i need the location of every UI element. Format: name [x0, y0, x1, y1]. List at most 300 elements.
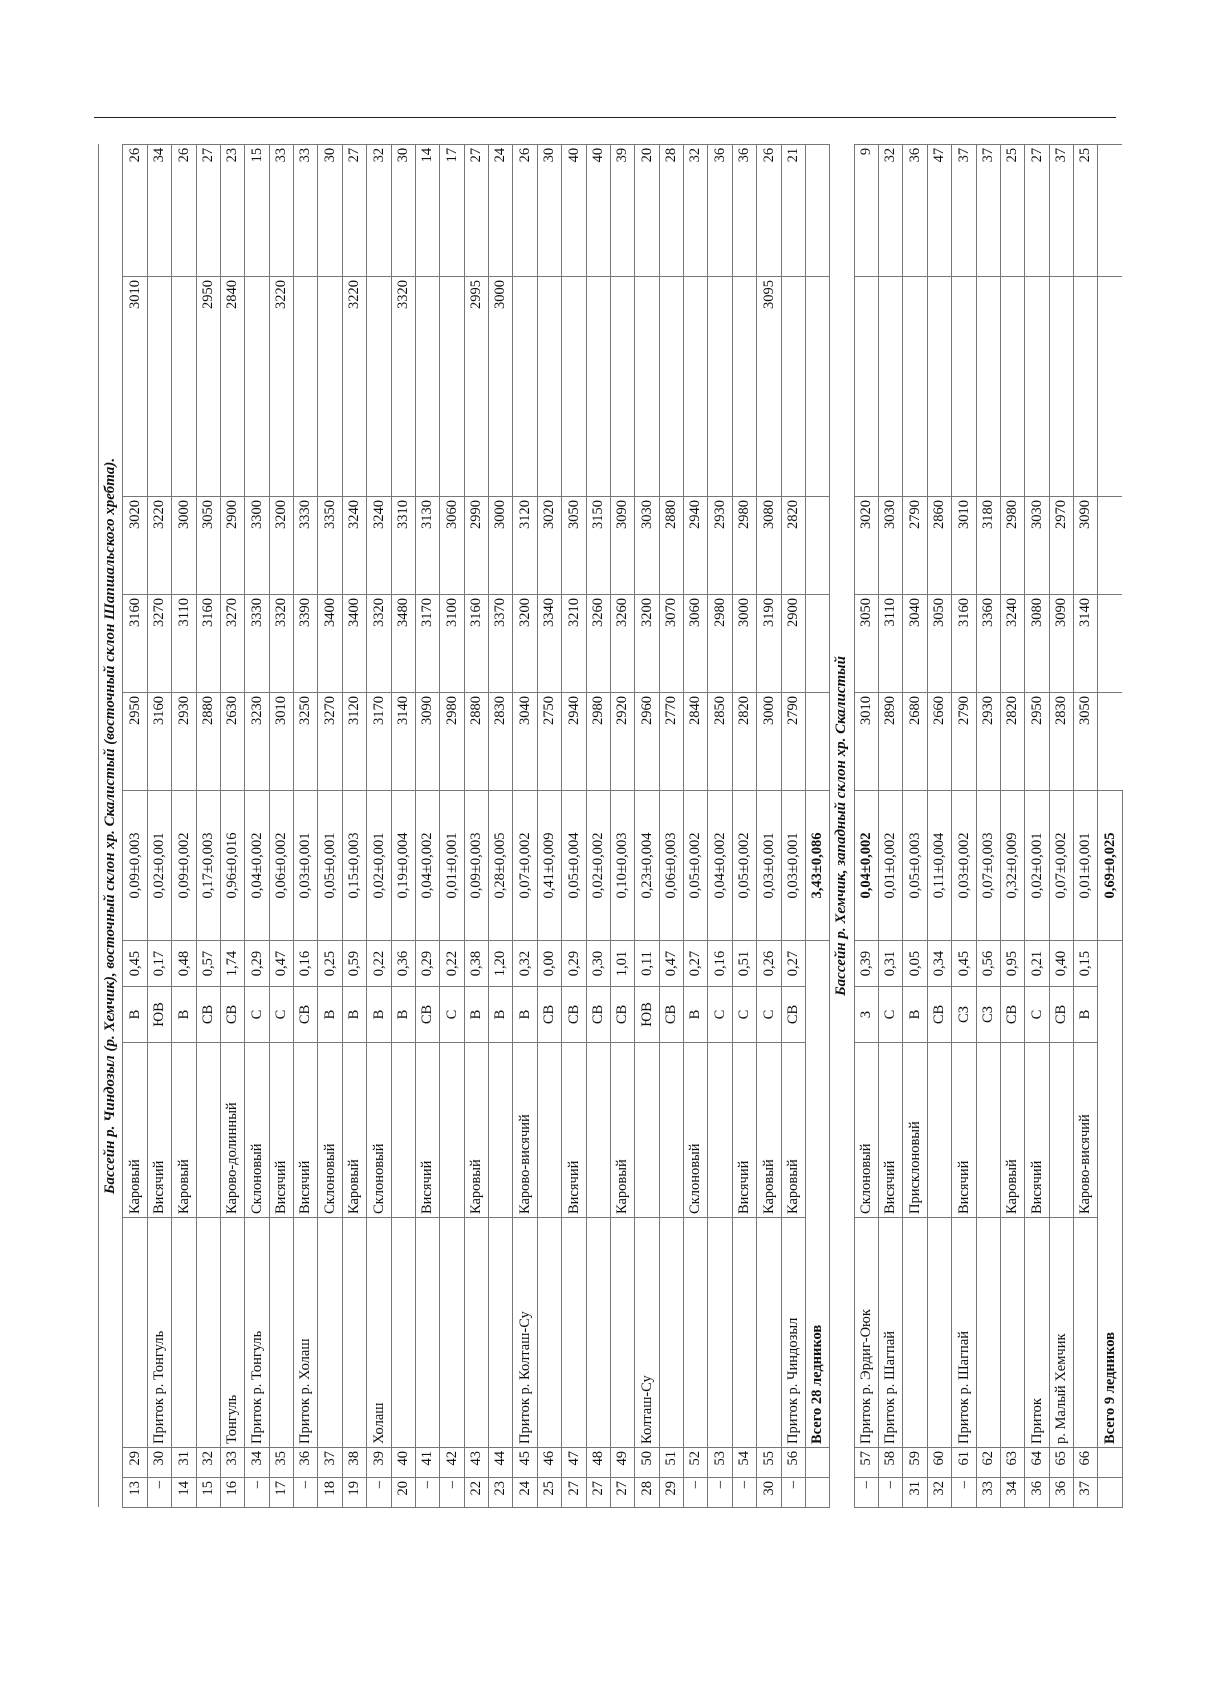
cell-river-name: Тонгуль	[220, 1218, 244, 1448]
cell-exposition: В	[172, 987, 196, 1043]
table-row	[976, 144, 1000, 1507]
cell-glacier-type: Каровый	[464, 1043, 488, 1218]
cell-glacier-id: 40	[391, 1448, 415, 1478]
cell-percent: 37	[1049, 144, 1073, 276]
cell-percent: 30	[318, 144, 342, 276]
section-heading-row	[99, 144, 123, 1507]
cell-glacier-id: 45	[513, 1448, 537, 1478]
cell-blank	[805, 1478, 829, 1508]
cell-length: 0,36	[391, 941, 415, 987]
cell-row-number: –	[245, 1478, 269, 1508]
cell-exposition: СВ	[415, 987, 439, 1043]
cell-length: 0,29	[562, 941, 586, 987]
cell-glacier-type	[635, 1043, 659, 1218]
cell-exposition: В	[464, 987, 488, 1043]
cell-height-min: 2820	[732, 693, 756, 791]
cell-height-min: 2660	[927, 693, 951, 791]
cell-river-name	[123, 1218, 147, 1448]
cell-river-name	[757, 1218, 781, 1448]
cell-row-number: –	[952, 1478, 976, 1508]
glacier-table	[98, 144, 1123, 1508]
cell-glacier-id: 32	[196, 1448, 220, 1478]
cell-height-firn-line: 3000	[489, 497, 513, 595]
cell-height-max: 3050	[854, 595, 878, 693]
cell-length: 0,27	[684, 941, 708, 987]
cell-row-number: –	[367, 1478, 391, 1508]
cell-river-name	[610, 1218, 634, 1448]
cell-glacier-type	[708, 1043, 732, 1218]
cell-percent: 15	[245, 144, 269, 276]
cell-glacier-id: 48	[586, 1448, 610, 1478]
cell-area: 0,03±0,001	[294, 791, 318, 941]
cell-glacier-id: 58	[879, 1448, 903, 1478]
cell-river-name	[318, 1218, 342, 1448]
cell-row-number: 36	[1049, 1478, 1073, 1508]
total-row	[805, 144, 829, 1507]
cell-exposition: СЗ	[976, 987, 1000, 1043]
section-heading-row	[830, 144, 854, 1507]
cell-height-max: 3100	[440, 595, 464, 693]
total-area: 3,43±0,086	[805, 791, 829, 941]
cell-blank	[1098, 595, 1122, 693]
cell-height-max: 3240	[1000, 595, 1024, 693]
cell-area: 0,05±0,004	[562, 791, 586, 941]
cell-glacier-type: Присклоновый	[903, 1043, 927, 1218]
cell-row-number: 24	[513, 1478, 537, 1508]
cell-glacier-id: 41	[415, 1448, 439, 1478]
table-row	[489, 144, 513, 1507]
cell-river-name	[440, 1218, 464, 1448]
cell-exposition: В	[684, 987, 708, 1043]
cell-exposition: В	[367, 987, 391, 1043]
cell-height-max: 3070	[659, 595, 683, 693]
cell-glacier-type	[1049, 1043, 1073, 1218]
cell-height-firn-line: 3030	[635, 497, 659, 595]
cell-height-min: 3250	[294, 693, 318, 791]
cell-height-lia	[586, 277, 610, 497]
cell-glacier-type: Висячий	[1025, 1043, 1049, 1218]
cell-glacier-id: 46	[537, 1448, 561, 1478]
cell-percent: 37	[976, 144, 1000, 276]
cell-height-max: 3340	[537, 595, 561, 693]
cell-height-firn-line: 3090	[610, 497, 634, 595]
cell-height-max: 3200	[635, 595, 659, 693]
cell-area: 0,01±0,001	[440, 791, 464, 941]
table-row	[1074, 144, 1098, 1507]
table-row	[952, 144, 976, 1507]
cell-river-name	[537, 1218, 561, 1448]
cell-row-number: 17	[269, 1478, 293, 1508]
cell-height-firn-line: 3220	[147, 497, 171, 595]
cell-row-number: 15	[196, 1478, 220, 1508]
cell-exposition: В	[513, 987, 537, 1043]
cell-river-name	[708, 1218, 732, 1448]
cell-height-firn-line: 2820	[781, 497, 805, 595]
cell-glacier-type: Склоновый	[854, 1043, 878, 1218]
cell-height-max: 3170	[415, 595, 439, 693]
cell-percent: 34	[147, 144, 171, 276]
cell-height-min: 3000	[757, 693, 781, 791]
cell-height-lia: 3010	[123, 277, 147, 497]
cell-length: 0,40	[1049, 941, 1073, 987]
cell-percent: 30	[537, 144, 561, 276]
cell-exposition: СВ	[659, 987, 683, 1043]
cell-area: 0,09±0,002	[172, 791, 196, 941]
cell-glacier-id: 64	[1025, 1448, 1049, 1478]
cell-river-name: Приток р. Тонгуль	[245, 1218, 269, 1448]
table-row	[781, 144, 805, 1507]
cell-height-lia: 3000	[489, 277, 513, 497]
cell-height-min: 2930	[976, 693, 1000, 791]
cell-river-name	[269, 1218, 293, 1448]
cell-glacier-type	[927, 1043, 951, 1218]
cell-percent: 36	[903, 144, 927, 276]
cell-river-name	[976, 1218, 1000, 1448]
cell-length: 0,57	[196, 941, 220, 987]
cell-height-min: 2630	[220, 693, 244, 791]
table-row	[1000, 144, 1024, 1507]
cell-height-lia	[732, 277, 756, 497]
cell-row-number: 30	[757, 1478, 781, 1508]
cell-height-firn-line: 2940	[684, 497, 708, 595]
cell-glacier-id: 54	[732, 1448, 756, 1478]
cell-height-min: 2840	[684, 693, 708, 791]
cell-height-lia	[927, 277, 951, 497]
table-row	[172, 144, 196, 1507]
cell-height-max: 3200	[513, 595, 537, 693]
cell-height-max: 3390	[294, 595, 318, 693]
cell-height-lia	[367, 277, 391, 497]
cell-exposition: СВ	[294, 987, 318, 1043]
cell-area: 0,09±0,003	[123, 791, 147, 941]
cell-height-firn-line: 3300	[245, 497, 269, 595]
cell-height-lia	[537, 277, 561, 497]
cell-length: 0,16	[708, 941, 732, 987]
cell-height-lia: 3095	[757, 277, 781, 497]
cell-height-firn-line: 3010	[952, 497, 976, 595]
cell-blank	[805, 497, 829, 595]
cell-row-number: –	[879, 1478, 903, 1508]
table-row	[684, 144, 708, 1507]
cell-glacier-id: 60	[927, 1448, 951, 1478]
cell-glacier-id: 66	[1074, 1448, 1098, 1478]
cell-height-min: 2940	[562, 693, 586, 791]
table-row	[294, 144, 318, 1507]
table-row	[903, 144, 927, 1507]
cell-exposition: С	[1025, 987, 1049, 1043]
cell-glacier-type	[489, 1043, 513, 1218]
cell-length: 0,27	[781, 941, 805, 987]
cell-glacier-type: Каровый	[342, 1043, 366, 1218]
cell-blank	[1098, 1478, 1122, 1508]
cell-percent: 36	[708, 144, 732, 276]
cell-exposition: В	[318, 987, 342, 1043]
cell-area: 0,03±0,001	[757, 791, 781, 941]
cell-river-name	[659, 1218, 683, 1448]
cell-height-lia	[513, 277, 537, 497]
cell-area: 0,01±0,002	[879, 791, 903, 941]
cell-river-name	[196, 1218, 220, 1448]
cell-exposition: С	[732, 987, 756, 1043]
cell-height-firn-line: 3050	[562, 497, 586, 595]
cell-glacier-type: Каровый	[172, 1043, 196, 1218]
header-rule	[94, 117, 1116, 118]
cell-glacier-id: 29	[123, 1448, 147, 1478]
cell-height-min: 2680	[903, 693, 927, 791]
cell-area: 0,02±0,002	[586, 791, 610, 941]
cell-height-firn-line: 2970	[1049, 497, 1073, 595]
cell-glacier-type: Карово-висячий	[1074, 1043, 1098, 1218]
cell-area: 0,19±0,004	[391, 791, 415, 941]
cell-exposition: СВ	[1000, 987, 1024, 1043]
cell-height-min: 2850	[708, 693, 732, 791]
cell-height-min: 2790	[781, 693, 805, 791]
cell-height-max: 3260	[586, 595, 610, 693]
cell-row-number: 28	[635, 1478, 659, 1508]
cell-row-number: –	[854, 1478, 878, 1508]
cell-glacier-type: Каровый	[610, 1043, 634, 1218]
cell-height-min: 2750	[537, 693, 561, 791]
cell-row-number: 33	[976, 1478, 1000, 1508]
cell-exposition: С	[269, 987, 293, 1043]
cell-height-lia	[172, 277, 196, 497]
cell-glacier-id: 30	[147, 1448, 171, 1478]
cell-height-firn-line: 2900	[220, 497, 244, 595]
cell-height-lia	[294, 277, 318, 497]
cell-height-min: 3270	[318, 693, 342, 791]
cell-height-lia: 2840	[220, 277, 244, 497]
cell-glacier-type: Склоновый	[367, 1043, 391, 1218]
cell-height-lia	[245, 277, 269, 497]
cell-exposition: СВ	[1049, 987, 1073, 1043]
cell-length: 1,74	[220, 941, 244, 987]
cell-height-lia: 2950	[196, 277, 220, 497]
cell-row-number: 31	[903, 1478, 927, 1508]
cell-area: 0,96±0,016	[220, 791, 244, 941]
cell-height-min: 3140	[391, 693, 415, 791]
cell-height-max: 3160	[464, 595, 488, 693]
cell-exposition: В	[391, 987, 415, 1043]
cell-exposition: С	[245, 987, 269, 1043]
cell-blank	[805, 693, 829, 791]
table-row	[464, 144, 488, 1507]
cell-glacier-id: 44	[489, 1448, 513, 1478]
cell-height-min: 3090	[415, 693, 439, 791]
cell-height-max: 3160	[196, 595, 220, 693]
cell-row-number: 27	[562, 1478, 586, 1508]
cell-area: 0,03±0,001	[781, 791, 805, 941]
cell-percent: 26	[513, 144, 537, 276]
cell-height-max: 3320	[269, 595, 293, 693]
cell-exposition: ЮВ	[635, 987, 659, 1043]
cell-height-firn-line: 3090	[1074, 497, 1098, 595]
cell-length: 0,56	[976, 941, 1000, 987]
cell-area: 0,04±0,002	[854, 791, 878, 941]
cell-glacier-id: 43	[464, 1448, 488, 1478]
cell-blank	[805, 1448, 829, 1478]
cell-percent: 26	[123, 144, 147, 276]
cell-height-lia	[976, 277, 1000, 497]
cell-height-lia	[610, 277, 634, 497]
cell-height-firn-line: 2990	[464, 497, 488, 595]
cell-height-max: 2980	[708, 595, 732, 693]
cell-river-name	[732, 1218, 756, 1448]
cell-row-number: –	[440, 1478, 464, 1508]
cell-river-name: Колташ-Су	[635, 1218, 659, 1448]
cell-length: 0,21	[1025, 941, 1049, 987]
table-row	[1049, 144, 1073, 1507]
cell-area: 0,07±0,002	[1049, 791, 1073, 941]
table-row	[440, 144, 464, 1507]
cell-height-max: 2900	[781, 595, 805, 693]
cell-river-name	[1000, 1218, 1024, 1448]
table-row	[245, 144, 269, 1507]
cell-length: 0,22	[440, 941, 464, 987]
cell-river-name: Приток р. Шагпай	[879, 1218, 903, 1448]
cell-height-lia: 3220	[269, 277, 293, 497]
table-row	[537, 144, 561, 1507]
cell-area: 0,32±0,009	[1000, 791, 1024, 941]
cell-glacier-id: 52	[684, 1448, 708, 1478]
cell-percent: 23	[220, 144, 244, 276]
cell-height-lia	[903, 277, 927, 497]
cell-length: 0,31	[879, 941, 903, 987]
cell-river-name	[684, 1218, 708, 1448]
table-row	[367, 144, 391, 1507]
cell-height-lia	[635, 277, 659, 497]
table-row	[196, 144, 220, 1507]
cell-glacier-id: 42	[440, 1448, 464, 1478]
cell-length: 0,34	[927, 941, 951, 987]
cell-percent: 26	[757, 144, 781, 276]
cell-row-number: 34	[1000, 1478, 1024, 1508]
cell-height-min: 2790	[952, 693, 976, 791]
cell-area: 0,23±0,004	[635, 791, 659, 941]
cell-blank	[1098, 693, 1122, 791]
cell-area: 0,11±0,004	[927, 791, 951, 941]
cell-river-name	[927, 1218, 951, 1448]
cell-glacier-type: Склоновый	[318, 1043, 342, 1218]
cell-height-firn-line: 3130	[415, 497, 439, 595]
cell-glacier-type	[196, 1043, 220, 1218]
cell-height-firn-line: 3240	[342, 497, 366, 595]
cell-row-number: 19	[342, 1478, 366, 1508]
cell-percent: 28	[659, 144, 683, 276]
cell-height-firn-line: 2880	[659, 497, 683, 595]
cell-glacier-id: 38	[342, 1448, 366, 1478]
cell-height-firn-line: 3060	[440, 497, 464, 595]
cell-row-number: 18	[318, 1478, 342, 1508]
cell-area: 0,04±0,002	[708, 791, 732, 941]
cell-exposition: ЮВ	[147, 987, 171, 1043]
cell-row-number: 32	[927, 1478, 951, 1508]
cell-area: 0,02±0,001	[147, 791, 171, 941]
cell-area: 0,04±0,002	[245, 791, 269, 941]
section-heading: Бассейн р. Хемчик, западный склон хр. Скалистый	[830, 144, 854, 1507]
cell-height-min: 2950	[123, 693, 147, 791]
cell-area: 0,05±0,003	[903, 791, 927, 941]
cell-exposition: СВ	[927, 987, 951, 1043]
cell-blank	[1098, 1448, 1122, 1478]
cell-glacier-type: Склоновый	[684, 1043, 708, 1218]
cell-glacier-id: 47	[562, 1448, 586, 1478]
cell-glacier-id: 53	[708, 1448, 732, 1478]
cell-height-firn-line: 3030	[1025, 497, 1049, 595]
cell-glacier-type: Висячий	[147, 1043, 171, 1218]
cell-glacier-type: Склоновый	[245, 1043, 269, 1218]
cell-river-name: Приток р. Колташ-Су	[513, 1218, 537, 1448]
cell-height-lia	[1025, 277, 1049, 497]
cell-area: 0,07±0,003	[976, 791, 1000, 941]
cell-glacier-type: Каровый	[123, 1043, 147, 1218]
cell-exposition: В	[123, 987, 147, 1043]
cell-length: 0,47	[659, 941, 683, 987]
cell-row-number: –	[708, 1478, 732, 1508]
cell-height-lia	[1000, 277, 1024, 497]
cell-percent: 36	[732, 144, 756, 276]
cell-height-min: 2830	[1049, 693, 1073, 791]
cell-percent: 30	[391, 144, 415, 276]
cell-glacier-type: Висячий	[562, 1043, 586, 1218]
table-row	[562, 144, 586, 1507]
table-row	[879, 144, 903, 1507]
cell-exposition: СВ	[562, 987, 586, 1043]
cell-height-firn-line: 2790	[903, 497, 927, 595]
cell-height-lia	[147, 277, 171, 497]
cell-blank	[1098, 497, 1122, 595]
cell-percent: 37	[952, 144, 976, 276]
cell-height-min: 2820	[1000, 693, 1024, 791]
cell-height-min: 3040	[513, 693, 537, 791]
cell-exposition: СВ	[781, 987, 805, 1043]
cell-length: 0,29	[245, 941, 269, 987]
cell-length: 0,59	[342, 941, 366, 987]
cell-row-number: –	[781, 1478, 805, 1508]
cell-height-max: 3110	[879, 595, 903, 693]
cell-river-name	[464, 1218, 488, 1448]
cell-length: 0,39	[854, 941, 878, 987]
cell-glacier-type: Висячий	[732, 1043, 756, 1218]
total-row	[1098, 144, 1122, 1507]
cell-glacier-type: Карово-долинный	[220, 1043, 244, 1218]
table-row	[1025, 144, 1049, 1507]
cell-height-lia	[781, 277, 805, 497]
cell-glacier-type	[391, 1043, 415, 1218]
cell-length: 0,51	[732, 941, 756, 987]
cell-row-number: 36	[1025, 1478, 1049, 1508]
cell-length: 0,38	[464, 941, 488, 987]
cell-height-min: 2890	[879, 693, 903, 791]
cell-percent: 25	[1000, 144, 1024, 276]
cell-exposition: СЗ	[952, 987, 976, 1043]
cell-river-name: Приток р. Эрдиг-Оюк	[854, 1218, 878, 1448]
cell-height-max: 3160	[952, 595, 976, 693]
cell-river-name	[562, 1218, 586, 1448]
cell-glacier-id: 50	[635, 1448, 659, 1478]
cell-height-lia: 3220	[342, 277, 366, 497]
cell-height-min: 2880	[196, 693, 220, 791]
cell-exposition: СВ	[537, 987, 561, 1043]
cell-height-max: 3110	[172, 595, 196, 693]
cell-length: 0,30	[586, 941, 610, 987]
cell-percent: 26	[172, 144, 196, 276]
cell-height-max: 3160	[123, 595, 147, 693]
cell-exposition: С	[879, 987, 903, 1043]
cell-exposition: СВ	[220, 987, 244, 1043]
cell-area: 0,05±0,001	[318, 791, 342, 941]
cell-exposition: В	[903, 987, 927, 1043]
cell-height-lia: 2995	[464, 277, 488, 497]
